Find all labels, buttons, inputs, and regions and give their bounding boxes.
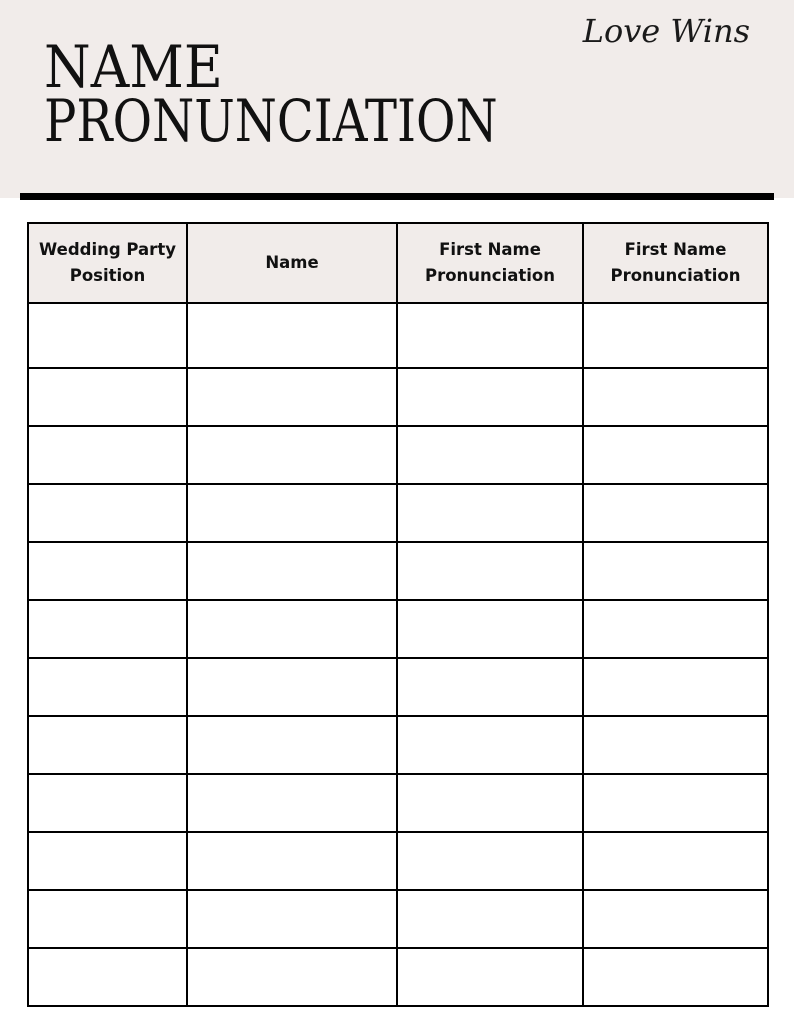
table-row — [28, 716, 768, 774]
first-name-pronunciation-cell[interactable] — [397, 948, 583, 1006]
table-row — [28, 426, 768, 484]
first-name-pronunciation-cell-2[interactable] — [583, 484, 768, 542]
first-name-pronunciation-cell-2[interactable] — [583, 774, 768, 832]
column-header-name — [187, 223, 397, 303]
table-row — [28, 948, 768, 1006]
table-row — [28, 600, 768, 658]
position-cell[interactable] — [28, 948, 187, 1006]
position-cell[interactable] — [28, 303, 187, 368]
name-cell[interactable] — [187, 303, 397, 368]
position-cell[interactable] — [28, 600, 187, 658]
first-name-pronunciation-cell[interactable] — [397, 484, 583, 542]
first-name-pronunciation-cell[interactable] — [397, 832, 583, 890]
table-row — [28, 890, 768, 948]
first-name-pronunciation-cell[interactable] — [397, 890, 583, 948]
first-name-pronunciation-cell-2[interactable] — [583, 716, 768, 774]
header-band — [0, 0, 794, 198]
column-header-first-name-pronunciation-2 — [583, 223, 768, 303]
position-cell[interactable] — [28, 890, 187, 948]
table-row — [28, 484, 768, 542]
first-name-pronunciation-cell-2[interactable] — [583, 542, 768, 600]
column-header-first-name-pronunciation — [397, 223, 583, 303]
pronunciation-table — [27, 222, 769, 1007]
position-cell[interactable] — [28, 658, 187, 716]
brand-script-text: Love Wins — [582, 12, 750, 50]
first-name-pronunciation-cell-2[interactable] — [583, 890, 768, 948]
first-name-pronunciation-cell[interactable] — [397, 774, 583, 832]
pronunciation-table-container — [27, 222, 767, 992]
first-name-pronunciation-cell[interactable] — [397, 658, 583, 716]
header-divider-rule — [20, 193, 774, 200]
position-cell[interactable] — [28, 426, 187, 484]
column-header-label: First Name Pronunciation — [610, 240, 741, 285]
name-cell[interactable] — [187, 542, 397, 600]
column-header-label: Wedding Party Position — [39, 240, 176, 285]
name-cell[interactable] — [187, 484, 397, 542]
table-row — [28, 832, 768, 890]
first-name-pronunciation-cell-2[interactable] — [583, 658, 768, 716]
name-cell[interactable] — [187, 890, 397, 948]
first-name-pronunciation-cell[interactable] — [397, 600, 583, 658]
position-cell[interactable] — [28, 716, 187, 774]
first-name-pronunciation-cell[interactable] — [397, 716, 583, 774]
name-cell[interactable] — [187, 368, 397, 426]
first-name-pronunciation-cell[interactable] — [397, 542, 583, 600]
table-row — [28, 303, 768, 368]
first-name-pronunciation-cell-2[interactable] — [583, 600, 768, 658]
first-name-pronunciation-cell-2[interactable] — [583, 832, 768, 890]
column-header-label: Name — [265, 253, 319, 272]
table-row — [28, 774, 768, 832]
position-cell[interactable] — [28, 484, 187, 542]
first-name-pronunciation-cell-2[interactable] — [583, 368, 768, 426]
first-name-pronunciation-cell[interactable] — [397, 368, 583, 426]
position-cell[interactable] — [28, 774, 187, 832]
position-cell[interactable] — [28, 542, 187, 600]
page-title-line-2: PRONUNCIATION — [44, 87, 498, 155]
position-cell[interactable] — [28, 832, 187, 890]
table-row — [28, 368, 768, 426]
name-cell[interactable] — [187, 716, 397, 774]
table-row — [28, 542, 768, 600]
table-body — [28, 303, 768, 1006]
first-name-pronunciation-cell-2[interactable] — [583, 303, 768, 368]
first-name-pronunciation-cell[interactable] — [397, 303, 583, 368]
first-name-pronunciation-cell[interactable] — [397, 426, 583, 484]
name-cell[interactable] — [187, 600, 397, 658]
name-cell[interactable] — [187, 774, 397, 832]
column-header-wedding-party-position — [28, 223, 187, 303]
table-row — [28, 658, 768, 716]
table-header-row — [28, 223, 768, 303]
name-cell[interactable] — [187, 832, 397, 890]
column-header-label: First Name Pronunciation — [424, 240, 555, 285]
name-cell[interactable] — [187, 658, 397, 716]
position-cell[interactable] — [28, 368, 187, 426]
name-cell[interactable] — [187, 426, 397, 484]
page-title-line-1: NAME — [44, 33, 223, 101]
name-cell[interactable] — [187, 948, 397, 1006]
first-name-pronunciation-cell-2[interactable] — [583, 426, 768, 484]
first-name-pronunciation-cell-2[interactable] — [583, 948, 768, 1006]
